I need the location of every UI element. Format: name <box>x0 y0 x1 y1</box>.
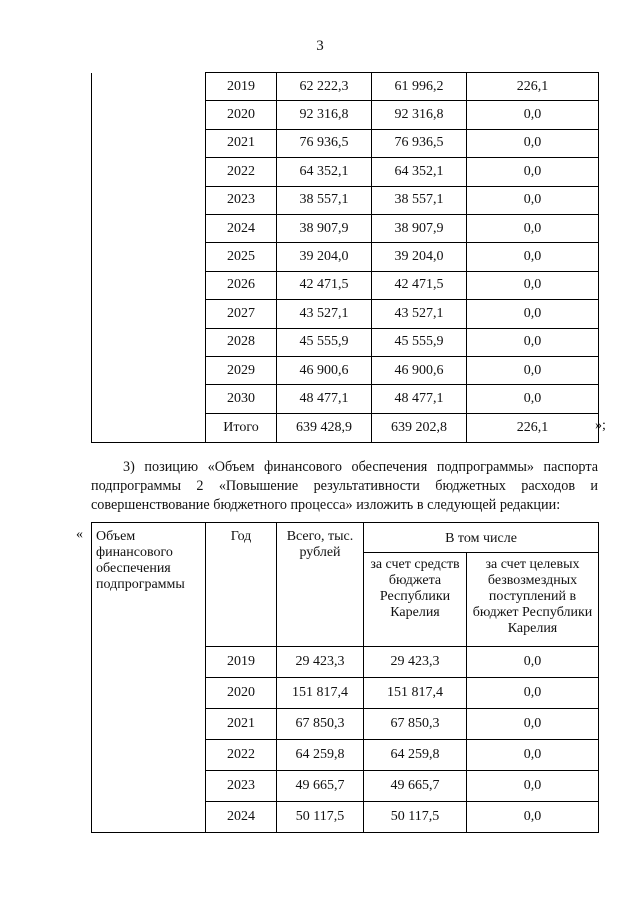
total-cell: 639 428,9 <box>277 413 372 442</box>
total-cell: 29 423,3 <box>277 647 364 678</box>
other-cell: 226,1 <box>467 73 599 101</box>
year-cell: 2026 <box>206 271 277 299</box>
other-cell: 0,0 <box>467 300 599 328</box>
subheader-other: за счет целевых безвозмездных поступлений в бюджет Республики Карелия <box>467 553 599 647</box>
header-including: В том числе <box>364 523 599 553</box>
total-cell: 64 352,1 <box>277 158 372 186</box>
funding-table-continued <box>91 72 599 443</box>
total-label-cell: Итого <box>206 413 277 442</box>
total-cell: 151 817,4 <box>277 678 364 709</box>
year-cell: 2019 <box>206 73 277 101</box>
other-cell: 0,0 <box>467 186 599 214</box>
other-cell: 0,0 <box>467 243 599 271</box>
other-cell: 0,0 <box>467 709 599 740</box>
label-cell-empty <box>92 73 206 443</box>
other-cell: 0,0 <box>467 385 599 413</box>
subprogram-funding-label: Объем финансового обеспечения подпрограммы <box>92 523 206 833</box>
other-cell: 0,0 <box>467 356 599 384</box>
subheader-budget: за счет средств бюджета Республики Карелия <box>364 553 467 647</box>
budget-cell: 45 555,9 <box>372 328 467 356</box>
total-cell: 62 222,3 <box>277 73 372 101</box>
budget-cell: 151 817,4 <box>364 678 467 709</box>
year-cell: 2028 <box>206 328 277 356</box>
other-cell: 0,0 <box>467 158 599 186</box>
year-cell: 2019 <box>206 647 277 678</box>
year-cell: 2027 <box>206 300 277 328</box>
budget-cell: 39 204,0 <box>372 243 467 271</box>
budget-cell: 49 665,7 <box>364 771 467 802</box>
header-year: Год <box>206 523 277 647</box>
total-cell: 45 555,9 <box>277 328 372 356</box>
budget-cell: 38 907,9 <box>372 214 467 242</box>
page-number: 3 <box>316 38 324 54</box>
budget-cell: 43 527,1 <box>372 300 467 328</box>
year-cell: 2024 <box>206 802 277 833</box>
funding-table-new <box>91 522 599 833</box>
paragraph-line: совершенствование бюджетного процесса» изложить в следующей редакции: <box>91 497 561 513</box>
budget-cell: 64 259,8 <box>364 740 467 771</box>
budget-cell: 29 423,3 <box>364 647 467 678</box>
header-total: Всего, тыс. рублей <box>277 523 364 647</box>
year-cell: 2023 <box>206 186 277 214</box>
year-cell: 2030 <box>206 385 277 413</box>
total-cell: 39 204,0 <box>277 243 372 271</box>
other-cell: 0,0 <box>467 647 599 678</box>
year-cell: 2029 <box>206 356 277 384</box>
budget-cell: 639 202,8 <box>372 413 467 442</box>
budget-cell: 46 900,6 <box>372 356 467 384</box>
table-row <box>92 73 599 101</box>
other-cell: 0,0 <box>467 740 599 771</box>
other-cell: 0,0 <box>467 328 599 356</box>
total-cell: 43 527,1 <box>277 300 372 328</box>
year-cell: 2023 <box>206 771 277 802</box>
other-cell: 0,0 <box>467 101 599 129</box>
budget-cell: 64 352,1 <box>372 158 467 186</box>
budget-cell: 67 850,3 <box>364 709 467 740</box>
year-cell: 2021 <box>206 709 277 740</box>
year-cell: 2021 <box>206 129 277 157</box>
total-cell: 46 900,6 <box>277 356 372 384</box>
other-cell: 0,0 <box>467 802 599 833</box>
year-cell: 2024 <box>206 214 277 242</box>
other-cell: 0,0 <box>467 129 599 157</box>
other-cell: 0,0 <box>467 271 599 299</box>
year-cell: 2020 <box>206 101 277 129</box>
budget-cell: 76 936,5 <box>372 129 467 157</box>
budget-cell: 42 471,5 <box>372 271 467 299</box>
total-cell: 38 907,9 <box>277 214 372 242</box>
budget-cell: 48 477,1 <box>372 385 467 413</box>
total-cell: 92 316,8 <box>277 101 372 129</box>
year-cell: 2022 <box>206 158 277 186</box>
total-cell: 50 117,5 <box>277 802 364 833</box>
other-cell: 226,1 <box>467 413 599 442</box>
opening-quote: « <box>76 527 83 542</box>
budget-cell: 38 557,1 <box>372 186 467 214</box>
other-cell: 0,0 <box>467 678 599 709</box>
year-cell: 2020 <box>206 678 277 709</box>
budget-cell: 61 996,2 <box>372 73 467 101</box>
budget-cell: 92 316,8 <box>372 101 467 129</box>
total-cell: 48 477,1 <box>277 385 372 413</box>
table-header-row <box>92 523 599 553</box>
total-cell: 67 850,3 <box>277 709 364 740</box>
amendment-paragraph <box>91 458 598 515</box>
paragraph-line: 3) позицию «Объем финансового обеспечения подпрограммы» паспорта <box>123 459 598 475</box>
total-cell: 64 259,8 <box>277 740 364 771</box>
total-cell: 49 665,7 <box>277 771 364 802</box>
paragraph-line: подпрограммы 2 «Повышение результативности бюджетных расходов и <box>91 478 598 494</box>
total-cell: 38 557,1 <box>277 186 372 214</box>
other-cell: 0,0 <box>467 771 599 802</box>
total-cell: 76 936,5 <box>277 129 372 157</box>
total-cell: 42 471,5 <box>277 271 372 299</box>
budget-cell: 50 117,5 <box>364 802 467 833</box>
year-cell: 2025 <box>206 243 277 271</box>
other-cell: 0,0 <box>467 214 599 242</box>
year-cell: 2022 <box>206 740 277 771</box>
closing-quote-suffix: »; <box>595 418 606 433</box>
